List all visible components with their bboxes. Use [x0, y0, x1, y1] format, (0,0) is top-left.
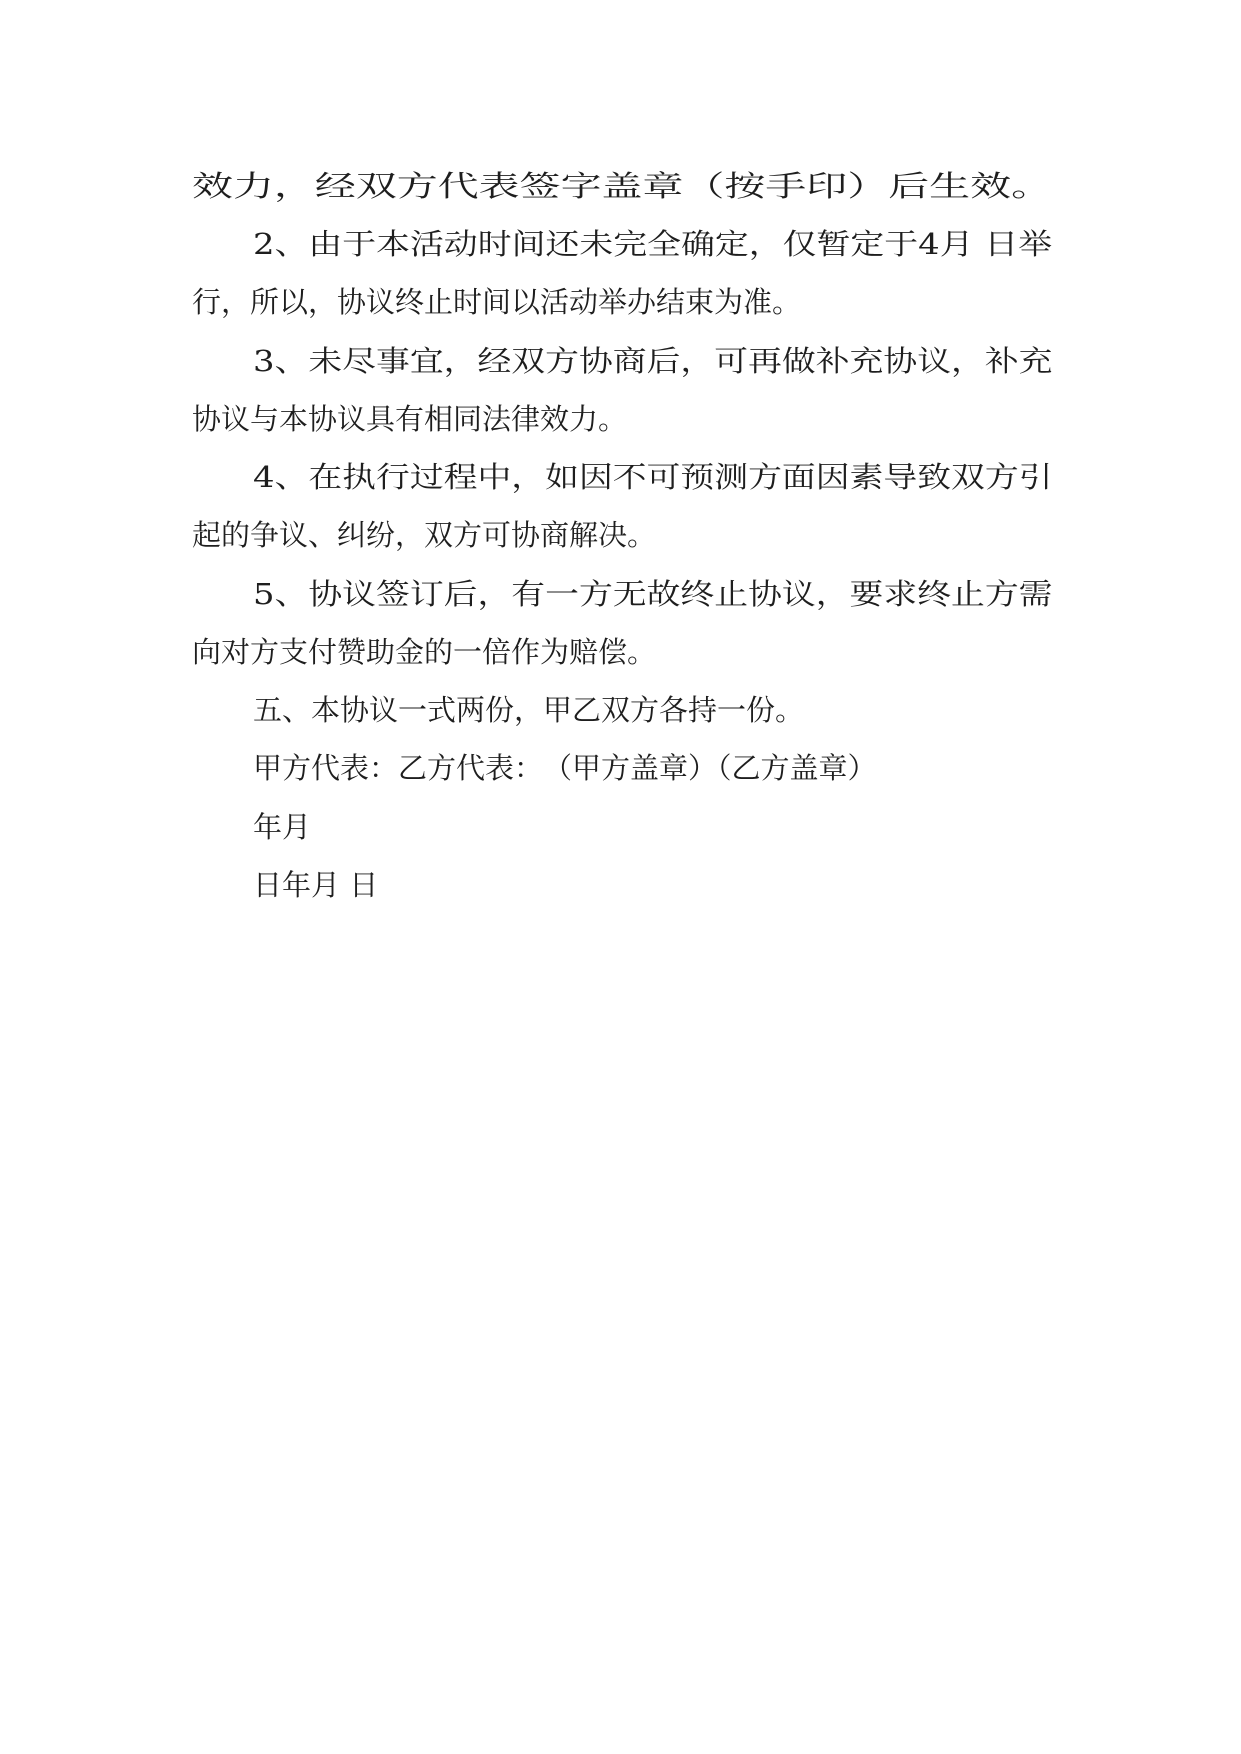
text-line: 甲方代表：乙方代表： （甲方盖章）（乙方盖章）: [253, 751, 877, 785]
text-line: 协议与本协议具有相同法律效力。: [192, 402, 628, 436]
text-line: 年月: [253, 810, 312, 844]
text-line: 2、由于本活动时间还未完全确定，仅暂定于4月 日举: [253, 227, 1053, 261]
text-line: 4、在执行过程中，如因不可预测方面因素导致双方引: [253, 460, 1053, 494]
text-line: 五、本协议一式两份，甲乙双方各持一份。: [253, 693, 805, 727]
text-line: 3、未尽事宜，经双方协商后，可再做补充协议，补充: [253, 344, 1053, 378]
text-line: 日年月 日: [253, 868, 379, 902]
text-line: 5、协议签订后，有一方无故终止协议，要求终止方需: [253, 577, 1053, 611]
text-line: 向对方支付赞助金的一倍作为赔偿。: [192, 635, 657, 669]
text-line: 行，所以，协议终止时间以活动举办结束为准。: [192, 285, 802, 319]
text-line: 效力，经双方代表签字盖章（按手印）后生效。: [192, 169, 1053, 203]
text-line: 起的争议、纠纷，双方可协商解决。: [192, 518, 657, 552]
